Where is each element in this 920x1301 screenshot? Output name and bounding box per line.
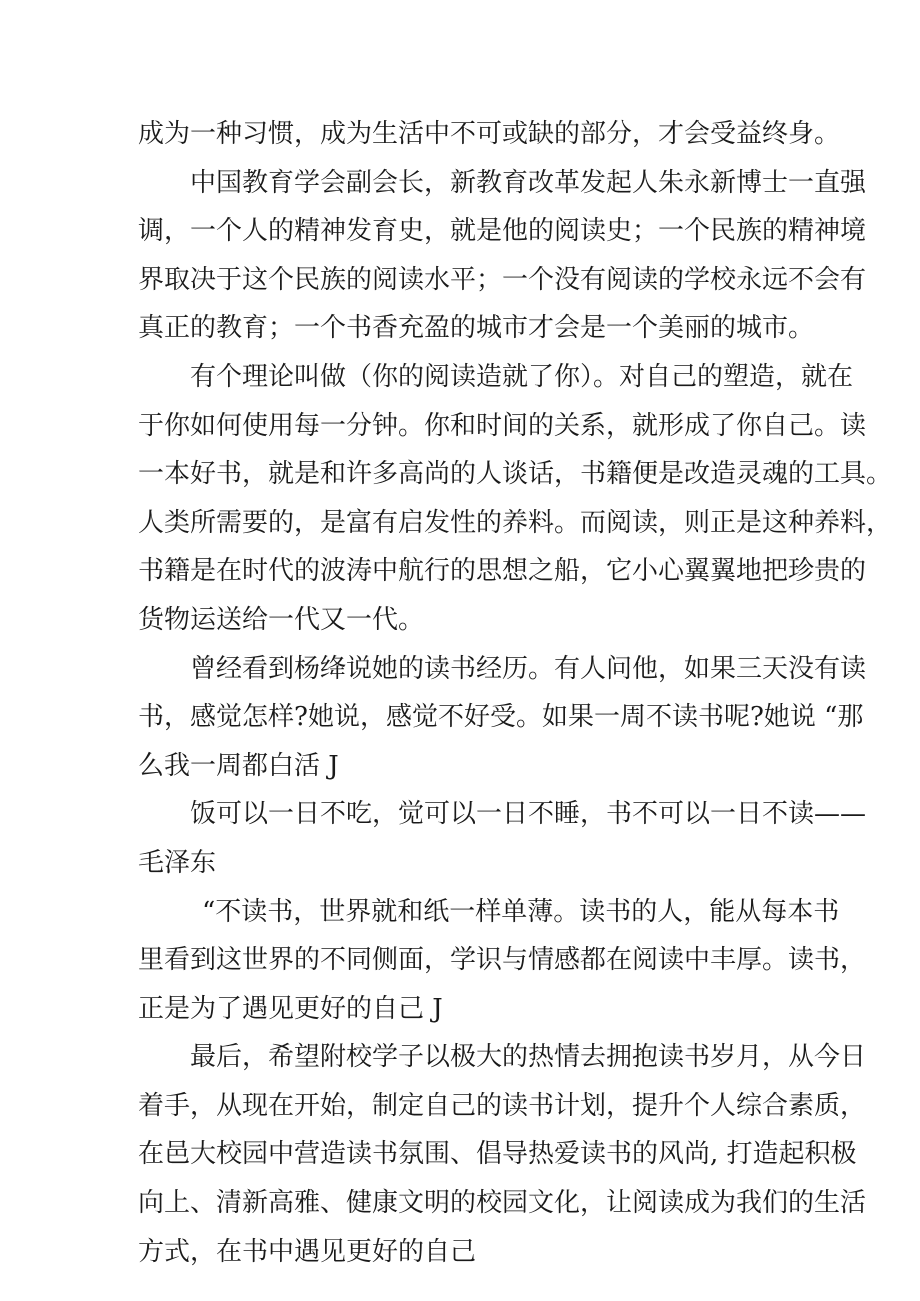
text-line: 在邑大校园中营造读书氛围、倡导热爱读书的风尚, 打造起积极 (138, 1139, 857, 1170)
text-line: 人类所需要的，是富有启发性的养料。而阅读，则正是这种养料， (138, 507, 893, 538)
paragraph-closing (138, 1033, 867, 1276)
text-line: 曾经看到杨绛说她的读书经历。有人问他，如果三天没有读 (190, 653, 867, 684)
text-line: 着手，从现在开始，制定自己的读书计划，提升个人综合素质， (138, 1090, 867, 1121)
text-line: 里看到这世界的不同侧面，学识与情感都在阅读中丰厚。读书， (138, 945, 867, 976)
paragraph-habit-ending (138, 110, 841, 159)
text-line: 货物运送给一代又一代。 (138, 604, 425, 635)
text-line: 向上、清新高雅、健康文明的校园文化，让阅读成为我们的生活 (138, 1188, 867, 1219)
text-line: 么我一周都白活 J (138, 750, 339, 781)
text-line: 方式，在书中遇见更好的自己 (138, 1236, 477, 1267)
text-line: 于你如何使用每一分钟。你和时间的关系，就形成了你自己。读 (138, 410, 867, 441)
text-line: 有个理论叫做（你的阅读造就了你）。对自己的塑造，就在 (190, 361, 854, 392)
paragraph-reading-quote (138, 888, 867, 1034)
text-line: 最后，希望附校学子以极大的热情去拥抱读书岁月，从今日 (190, 1042, 867, 1073)
text-line: 书籍是在时代的波涛中航行的思想之船，它小心翼翼地把珍贵的 (138, 556, 867, 587)
text-line: 真正的教育；一个书香充盈的城市才会是一个美丽的城市。 (138, 313, 815, 344)
text-line: 一本好书，就是和许多高尚的人谈话，书籍便是改造灵魂的工具。 (138, 459, 893, 490)
paragraph-reading-theory (138, 353, 893, 645)
text-line: 正是为了遇见更好的自己 J (138, 993, 443, 1024)
text-line: 饭可以一日不吃，觉可以一日不睡，书不可以一日不读—— (190, 799, 867, 830)
text-line: 中国教育学会副会长，新教育改革发起人朱永新博士一直强 (190, 167, 867, 198)
body-text (138, 110, 893, 1276)
paragraph-mao-quote (138, 790, 867, 887)
paragraph-yang-jiang (138, 645, 867, 791)
text-line: 毛泽东 (138, 847, 217, 878)
text-line: 界取决于这个民族的阅读水平；一个没有阅读的学校永远不会有 (138, 264, 867, 295)
text-line: “不读书，世界就和纸一样单薄。读书的人，能从每本书 (202, 896, 840, 927)
text-line: 书，感觉怎样?她说，感觉不好受。如果一周不读书呢?她说 “那 (138, 702, 864, 733)
text-line: 成为一种习惯，成为生活中不可或缺的部分，才会受益终身。 (138, 119, 841, 149)
text-line: 调，一个人的精神发育史，就是他的阅读史；一个民族的精神境 (138, 216, 867, 247)
paragraph-zhu-yongxin (138, 159, 867, 353)
